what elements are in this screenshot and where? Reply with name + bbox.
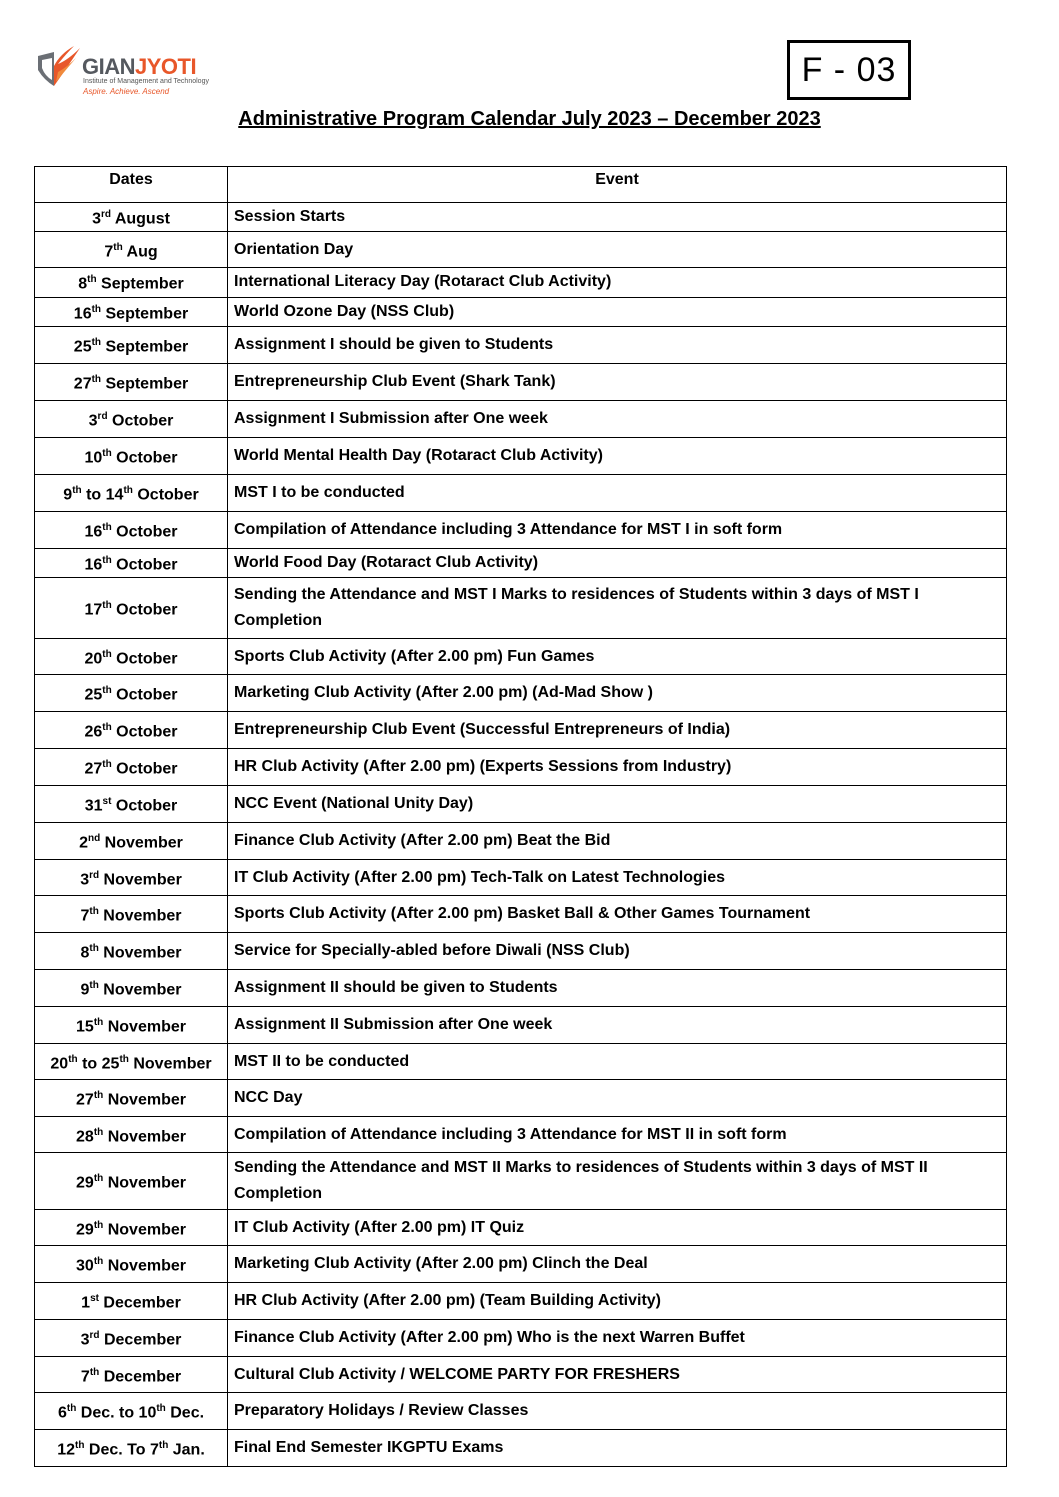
event-description: Marketing Club Activity (After 2.00 pm) (Ad-Mad Show ) bbox=[228, 675, 1007, 712]
event-date: 1st December bbox=[35, 1283, 228, 1320]
event-date: 12th Dec. To 7th Jan. bbox=[35, 1430, 228, 1467]
event-date: 27th October bbox=[35, 749, 228, 786]
event-description: Sending the Attendance and MST I Marks to residences of Students within 3 days of MST I Completion bbox=[228, 578, 1007, 639]
logo-tagline: Aspire. Achieve. Ascend bbox=[83, 87, 170, 96]
event-date: 31st October bbox=[35, 786, 228, 823]
page-title: Administrative Program Calendar July 2023 – December 2023 bbox=[238, 108, 821, 130]
table-row bbox=[35, 1320, 1007, 1357]
event-date: 26th October bbox=[35, 712, 228, 749]
table-row bbox=[35, 363, 1007, 400]
table-row bbox=[35, 749, 1007, 786]
event-date: 3rd December bbox=[35, 1320, 228, 1357]
event-description: NCC Event (National Unity Day) bbox=[228, 786, 1007, 823]
event-date: 16th October bbox=[35, 511, 228, 548]
table-row bbox=[35, 1430, 1007, 1467]
event-date: 29th November bbox=[35, 1153, 228, 1210]
event-description: Final End Semester IKGPTU Exams bbox=[228, 1430, 1007, 1467]
table-row bbox=[35, 933, 1007, 970]
event-date: 28th November bbox=[35, 1117, 228, 1153]
table-row bbox=[35, 675, 1007, 712]
dates-header: Dates bbox=[35, 167, 228, 203]
event-description: Assignment I Submission after One week bbox=[228, 400, 1007, 437]
event-date: 27th November bbox=[35, 1080, 228, 1117]
event-date: 20th October bbox=[35, 639, 228, 675]
calendar-table bbox=[34, 166, 1007, 1467]
event-description: IT Club Activity (After 2.00 pm) Tech-Talk on Latest Technologies bbox=[228, 860, 1007, 896]
table-row bbox=[35, 1080, 1007, 1117]
event-date: 30th November bbox=[35, 1246, 228, 1283]
table-row bbox=[35, 1283, 1007, 1320]
event-description: MST I to be conducted bbox=[228, 474, 1007, 511]
calendar-body bbox=[35, 203, 1007, 1467]
table-row bbox=[35, 639, 1007, 675]
event-date: 25th September bbox=[35, 326, 228, 363]
table-row bbox=[35, 970, 1007, 1007]
table-row bbox=[35, 203, 1007, 232]
event-date: 10th October bbox=[35, 437, 228, 474]
table-row bbox=[35, 1007, 1007, 1044]
event-date: 17th October bbox=[35, 578, 228, 639]
logo-wordmark: GIANJYOTI bbox=[82, 54, 197, 79]
table-row bbox=[35, 1117, 1007, 1153]
event-description: Finance Club Activity (After 2.00 pm) Beat the Bid bbox=[228, 823, 1007, 860]
event-date: 6th Dec. to 10th Dec. bbox=[35, 1393, 228, 1430]
event-date: 3rd November bbox=[35, 860, 228, 896]
event-description: Assignment II should be given to Students bbox=[228, 970, 1007, 1007]
table-row bbox=[35, 1357, 1007, 1393]
event-description: Entrepreneurship Club Event (Shark Tank) bbox=[228, 363, 1007, 400]
event-description: HR Club Activity (After 2.00 pm) (Experts Sessions from Industry) bbox=[228, 749, 1007, 786]
event-description: World Mental Health Day (Rotaract Club Activity) bbox=[228, 437, 1007, 474]
event-description: Entrepreneurship Club Event (Successful Entrepreneurs of India) bbox=[228, 712, 1007, 749]
event-description: Compilation of Attendance including 3 Attendance for MST I in soft form bbox=[228, 511, 1007, 548]
table-row bbox=[35, 1210, 1007, 1246]
table-row bbox=[35, 712, 1007, 749]
event-description: NCC Day bbox=[228, 1080, 1007, 1117]
event-date: 2nd November bbox=[35, 823, 228, 860]
table-row bbox=[35, 896, 1007, 933]
event-date: 16th October bbox=[35, 548, 228, 577]
event-date: 7th Aug bbox=[35, 232, 228, 268]
event-description: Service for Specially-abled before Diwali (NSS Club) bbox=[228, 933, 1007, 970]
event-description: Session Starts bbox=[228, 203, 1007, 232]
event-description: Sports Club Activity (After 2.00 pm) Basket Ball & Other Games Tournament bbox=[228, 896, 1007, 933]
event-description: Assignment II Submission after One week bbox=[228, 1007, 1007, 1044]
table-row bbox=[35, 1044, 1007, 1080]
table-row bbox=[35, 232, 1007, 268]
event-description: World Ozone Day (NSS Club) bbox=[228, 297, 1007, 326]
event-date: 15th November bbox=[35, 1007, 228, 1044]
event-description: Finance Club Activity (After 2.00 pm) Who is the next Warren Buffet bbox=[228, 1320, 1007, 1357]
event-description: IT Club Activity (After 2.00 pm) IT Quiz bbox=[228, 1210, 1007, 1246]
event-date: 7th November bbox=[35, 896, 228, 933]
table-header-row bbox=[35, 167, 1007, 203]
event-description: International Literacy Day (Rotaract Club Activity) bbox=[228, 268, 1007, 297]
event-description: Assignment I should be given to Students bbox=[228, 326, 1007, 363]
event-description: Sports Club Activity (After 2.00 pm) Fun Games bbox=[228, 639, 1007, 675]
table-row bbox=[35, 1246, 1007, 1283]
institute-logo bbox=[34, 46, 209, 102]
table-row bbox=[35, 326, 1007, 363]
event-date: 9th November bbox=[35, 970, 228, 1007]
event-description: Marketing Club Activity (After 2.00 pm) Clinch the Deal bbox=[228, 1246, 1007, 1283]
event-date: 29th November bbox=[35, 1210, 228, 1246]
table-row bbox=[35, 786, 1007, 823]
table-row bbox=[35, 823, 1007, 860]
table-row bbox=[35, 1153, 1007, 1210]
table-row bbox=[35, 474, 1007, 511]
table-row bbox=[35, 548, 1007, 577]
table-row bbox=[35, 268, 1007, 297]
event-date: 8th September bbox=[35, 268, 228, 297]
event-description: Compilation of Attendance including 3 Attendance for MST II in soft form bbox=[228, 1117, 1007, 1153]
event-date: 27th September bbox=[35, 363, 228, 400]
table-row bbox=[35, 511, 1007, 548]
shield-flame-icon bbox=[34, 46, 80, 98]
table-row bbox=[35, 1393, 1007, 1430]
event-date: 3rd August bbox=[35, 203, 228, 232]
event-date: 9th to 14th October bbox=[35, 474, 228, 511]
event-date: 7th December bbox=[35, 1357, 228, 1393]
event-date: 3rd October bbox=[35, 400, 228, 437]
table-row bbox=[35, 437, 1007, 474]
table-row bbox=[35, 297, 1007, 326]
event-date: 8th November bbox=[35, 933, 228, 970]
table-row bbox=[35, 860, 1007, 896]
event-date: 25th October bbox=[35, 675, 228, 712]
logo-subtitle: Institute of Management and Technology bbox=[83, 78, 209, 85]
event-date: 16th September bbox=[35, 297, 228, 326]
event-description: World Food Day (Rotaract Club Activity) bbox=[228, 548, 1007, 577]
form-code-box: F - 03 bbox=[787, 40, 911, 100]
event-description: HR Club Activity (After 2.00 pm) (Team Building Activity) bbox=[228, 1283, 1007, 1320]
event-description: Preparatory Holidays / Review Classes bbox=[228, 1393, 1007, 1430]
table-row bbox=[35, 578, 1007, 639]
table-row bbox=[35, 400, 1007, 437]
event-description: Cultural Club Activity / WELCOME PARTY FOR FRESHERS bbox=[228, 1357, 1007, 1393]
event-header: Event bbox=[228, 167, 1007, 203]
event-description: MST II to be conducted bbox=[228, 1044, 1007, 1080]
event-description: Orientation Day bbox=[228, 232, 1007, 268]
event-description: Sending the Attendance and MST II Marks to residences of Students within 3 days of MST II Completion bbox=[228, 1153, 1007, 1210]
event-date: 20th to 25th November bbox=[35, 1044, 228, 1080]
